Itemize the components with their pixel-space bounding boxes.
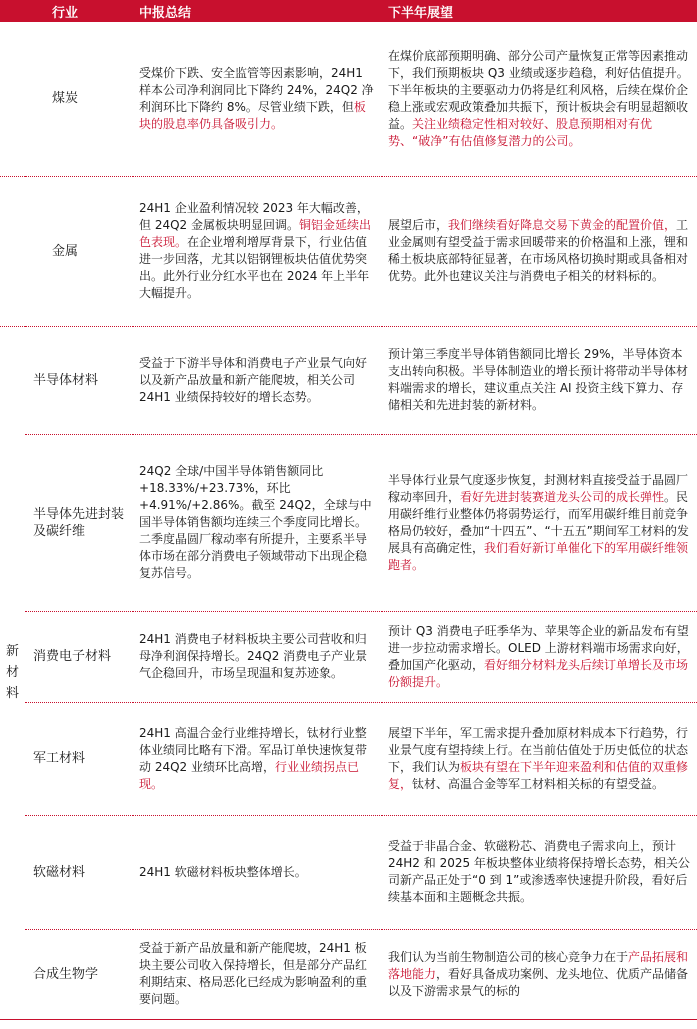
table-row [0, 611, 697, 702]
table-row [0, 702, 697, 815]
highlight-text: 看好细分材料龙头后续订单增长及市场份额提升。 [388, 657, 689, 689]
body-text: 工业金属则有望受益于需求回暖带来的价格温和上涨，锂和稀土板块底部特征显著，在市场风格切换时期或具备相对优势。此外也建议关注与消费电子相关的材料标的。 [388, 218, 689, 283]
body-text: 受煤价下跌、安全监管等因素影响，24H1 样本公司净利润同比下降约 24%，24Q2 净利润环比下降约 8%。尽管业绩下跌，但 [139, 65, 374, 114]
body-text: 我们认为当前生物制造公司的核心竞争力在于 [388, 949, 629, 964]
body-text: 受益于非晶合金、软磁粉芯、消费电子需求向上，预计 24H2 和 2025 年板块整体业绩将保持增长态势，相关公司新产品正处于“0 到 1”或渗透率快速提升阶段，看好后续基本面和主题概念共振。 [388, 839, 690, 904]
highlight-text: 我们继续看好降息交易下黄金的配置价值， [448, 218, 677, 232]
industry-cell: 煤炭 [0, 22, 133, 176]
industry-cell: 软磁材料 [25, 815, 133, 929]
body-text: 24H1 企业盈利情况较 2023 年大幅改善，但 24Q2 金属板块明显回调。 [139, 201, 369, 232]
highlight-text: 铜铝金延续出色表现。 [139, 218, 372, 249]
summary-cell [133, 434, 382, 611]
table-row [0, 326, 697, 434]
body-text: ，看好具备成功案例、龙头地位、优质产品储备以及下游需求景气的标的 [388, 966, 689, 998]
summary-cell [133, 929, 382, 1019]
outlook-cell [382, 22, 697, 176]
body-text: 在煤价底部预期明确、部分公司产量恢复正常等因素推动下，我们预期板块 Q3 业绩或逐步趋稳，利好估值提升。下半年板块的主要驱动力仍将是红利风格，后续在煤价企稳上涨或宏观政策叠加共振下，预计板块会有明显超额收益。 [388, 48, 689, 131]
industry-cell: 合成生物学 [25, 929, 133, 1019]
outlook-cell [382, 702, 697, 815]
summary-cell [133, 326, 382, 434]
body-text: 。民用碳纤维行业整体仍将弱势运行，而军用碳纤维目前竞争格局仍较好，叠加“十四五”、“十五五”期间军工材料的发展具有高确定性， [388, 489, 689, 555]
body-text: 钛材、高温合金等军工材料相关标的有望受益。 [412, 776, 665, 791]
summary-cell [133, 22, 382, 176]
summary-cell [133, 611, 382, 702]
table-row [0, 176, 697, 326]
summary-cell [133, 176, 382, 326]
industry-cell: 军工材料 [25, 702, 133, 815]
industry-cell: 半导体先进封装及碳纤维 [25, 434, 133, 611]
industry-cell: 半导体材料 [25, 326, 133, 434]
industry-cell: 消费电子材料 [25, 611, 133, 702]
table-row [0, 434, 697, 611]
highlight-text: 产品拓展和落地能力 [388, 949, 689, 981]
outlook-cell [382, 611, 697, 702]
highlight-text: 关注业绩稳定性相对较好、股息预期相对有优势、“破净”有估值修复潜力的公司。 [388, 116, 653, 148]
body-text: 受益于新产品放量和新产能爬坡，24H1 板块主要公司收入保持增长，但是部分产品红利期结束、格局恶化已经成为影响盈利的重要问题。 [139, 941, 368, 1006]
body-text: 在企业增利增厚背景下，行业估值进一步回落，尤其以铝钢锂板块估值优势突出。此外行业分红水平也在 2024 年上半年大幅提升。 [139, 235, 370, 300]
highlight-text: 看好先进封装赛道龙头公司的成长弹性 [460, 489, 665, 504]
header-outlook: 下半年展望 [382, 0, 697, 22]
category-new-materials [0, 326, 25, 1019]
highlight-text: 我们看好新订单催化下的军用碳纤维领跑者。 [388, 540, 689, 572]
summary-cell [133, 702, 382, 815]
table-header [0, 0, 697, 22]
highlight-text: 板块的股息率仍具备吸引力。 [139, 99, 366, 131]
table-row [0, 929, 697, 1019]
body-text: 24Q2 全球/中国半导体销售额同比+18.33%/+23.73%，环比+4.91%/+2.86%。截至 24Q2，全球与中国半导体销售额均连续三个季度同比增长。二季度晶圆厂稼动率有所提升，主要系半导体市场在部分消费电子领域带动下出现企稳复苏信号。 [139, 464, 372, 580]
header-industry: 行业 [0, 0, 133, 22]
industry-cell: 金属 [0, 176, 133, 326]
body-text: 受益于下游半导体和消费电子产业景气向好以及新产品放量和新产能爬坡，相关公司 24H1 业绩保持较好的增长态势。 [139, 355, 368, 404]
header-mid-summary: 中报总结 [133, 0, 382, 22]
outlook-cell [382, 176, 697, 326]
body-text: 预计第三季度半导体销售额同比增长 29%，半导体资本支出转向积极。半导体制造业的增长预计将带动半导体材料端需求的增长，建议重点关注 AI 投资主线下算力、存储相关和先进封装的新材料。 [388, 347, 689, 412]
summary-cell [133, 815, 382, 929]
body-text: 24H1 高温合金行业维持增长，钛材行业整体业绩同比略有下滑。军品订单快速恢复带动 24Q2 业绩环比高增， [139, 725, 368, 774]
table-row [0, 815, 697, 929]
body-text: 半导体行业景气度逐步恢复，封测材料直接受益于晶圆厂稼动率回升， [388, 472, 689, 504]
body-text: 展望后市， [388, 218, 449, 232]
highlight-text: 行业业绩拐点已现。 [139, 759, 360, 791]
outlook-cell [382, 815, 697, 929]
body-text: 预计 Q3 消费电子旺季华为、苹果等企业的新品发布有望进一步拉动需求增长。OLED 上游材料端市场需求向好，叠加国产化驱动， [388, 623, 689, 672]
body-text: 24H1 软磁材料板块整体增长。 [139, 864, 307, 879]
outlook-cell [382, 326, 697, 434]
outlook-cell [382, 434, 697, 611]
body-text: 展望下半年，军工需求提升叠加原材料成本下行趋势，行业景气度有望持续上行。在当前估值处于历史低位的状态下，我们认为 [388, 725, 689, 774]
table-row [0, 22, 697, 176]
body-text: 24H1 消费电子材料板块主要公司营收和归母净利润保持增长。24Q2 消费电子产业景气企稳回升，市场呈现温和复苏迹象。 [139, 632, 368, 680]
highlight-text: 板块有望在下半年迎来盈利和估值的双重修复， [388, 759, 689, 791]
outlook-cell [382, 929, 697, 1019]
category-label: 新材料 [5, 644, 19, 701]
